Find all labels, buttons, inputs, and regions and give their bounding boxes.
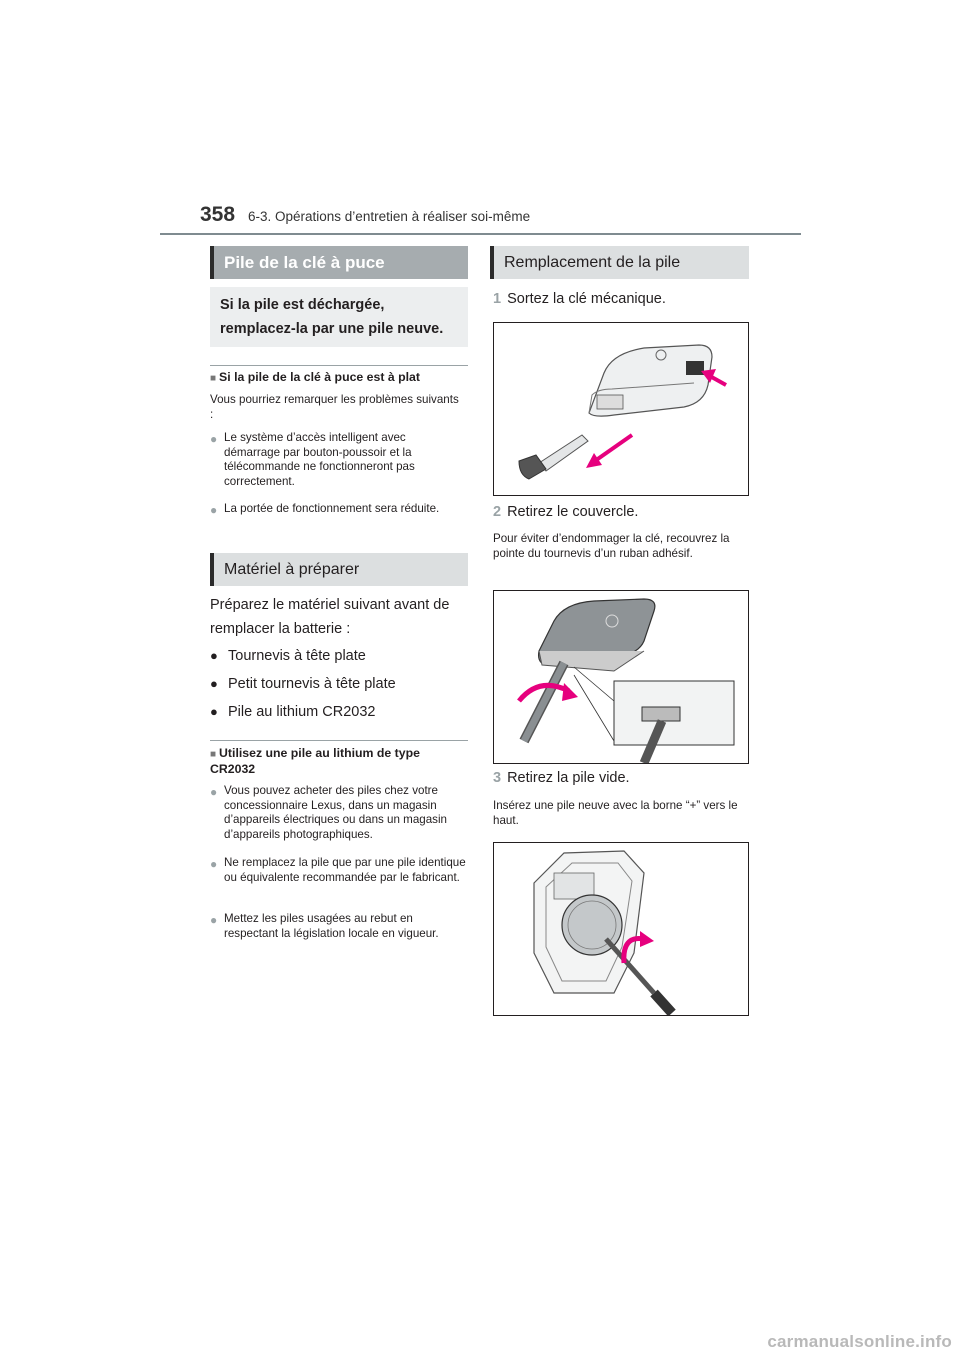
step-2	[493, 503, 638, 521]
list-item-text: Vous pouvez acheter des piles chez votre concessionnaire Lexus, dans un magasin d’appareils électriques ou dans un magasin d’appareils photographiques.	[224, 784, 447, 841]
list-item	[210, 647, 366, 665]
list-item	[210, 703, 376, 721]
list-item-text: Le système d’accès intelligent avec démarrage par bouton-poussoir et la télécommande ne fonctionneront pas correctement.	[224, 431, 415, 488]
circle-bullet-icon: ●	[210, 503, 218, 517]
materials-intro: Préparez le matériel suivant avant de remplacer la batterie :	[210, 597, 450, 637]
circle-bullet-icon: ●	[210, 785, 218, 799]
list-item-text: Mettez les piles usagées au rebut en respectant la législation locale en vigueur.	[224, 912, 439, 940]
list-item-text: Pile au lithium CR2032	[228, 704, 376, 720]
list-item	[210, 502, 465, 517]
step-text: Sortez la clé mécanique.	[507, 291, 666, 307]
section-title: 6-3. Opérations d’entretien à réaliser soi-même	[248, 209, 531, 224]
list-item-text: Ne remplacez la pile que par une pile identique ou équivalente recommandée par le fabricant.	[224, 856, 466, 884]
list-item	[210, 431, 465, 489]
battery-note-text: Si la pile est déchargée, remplacez-la par une pile neuve.	[220, 297, 444, 337]
figure-remove-mechanical-key	[493, 322, 749, 496]
step-3	[493, 769, 630, 787]
bullet-icon: ●	[210, 676, 218, 691]
replacement-section-band	[490, 246, 749, 279]
battery-note-box	[210, 287, 468, 347]
step-3-note: Insérez une pile neuve avec la borne “+” vers le haut.	[493, 799, 738, 827]
materials-section-band	[210, 553, 468, 586]
flat-battery-intro: Vous pourriez remarquer les problèmes suivants :	[210, 393, 459, 421]
subsection-rule-2	[210, 740, 468, 741]
list-item-text: La portée de fonctionnement sera réduite.	[224, 502, 440, 515]
list-item	[210, 784, 468, 842]
step-2-note: Pour éviter d’endommager la clé, recouvrez la pointe du tournevis d’un ruban adhésif.	[493, 532, 730, 560]
circle-bullet-icon: ●	[210, 913, 218, 927]
key-fob-illustration	[494, 323, 749, 496]
subsection-rule-1	[210, 365, 468, 366]
figure-remove-battery	[493, 842, 749, 1016]
step-text: Retirez le couvercle.	[507, 504, 639, 520]
replacement-section-title: Remplacement de la pile	[504, 253, 681, 271]
circle-bullet-icon: ●	[210, 857, 218, 871]
list-item	[210, 856, 468, 885]
screwdriver-cover-illustration	[494, 591, 749, 764]
step-number: 1	[493, 291, 502, 307]
page-number: 358	[200, 203, 236, 226]
figure-remove-cover	[493, 590, 749, 764]
materials-section-title: Matériel à préparer	[224, 560, 360, 578]
bullet-icon: ●	[210, 648, 218, 663]
subsection-title-cr2032: Utilisez une pile au lithium de type CR2032	[210, 746, 420, 776]
step-1	[493, 290, 666, 308]
list-item-text: Tournevis à tête plate	[228, 648, 366, 664]
subsection-heading-cr2032	[210, 746, 450, 777]
step-text: Retirez la pile vide.	[507, 770, 630, 786]
battery-removal-illustration	[494, 843, 749, 1016]
circle-bullet-icon: ●	[210, 432, 218, 446]
battery-section-band	[210, 246, 468, 279]
watermark: carmanualsonline.info	[767, 1332, 952, 1351]
square-bullet-icon: ■	[210, 373, 217, 384]
square-bullet-icon: ■	[210, 749, 217, 760]
bullet-icon: ●	[210, 704, 218, 719]
battery-section-title: Pile de la clé à puce	[224, 252, 385, 272]
list-item	[210, 675, 396, 693]
header-rule	[160, 233, 801, 235]
list-item	[210, 912, 468, 941]
subsection-title-flat-battery: Si la pile de la clé à puce est à plat	[219, 370, 420, 384]
step-number: 2	[493, 504, 502, 520]
step-number: 3	[493, 770, 502, 786]
subsection-heading-flat-battery	[210, 370, 468, 386]
list-item-text: Petit tournevis à tête plate	[228, 676, 396, 692]
